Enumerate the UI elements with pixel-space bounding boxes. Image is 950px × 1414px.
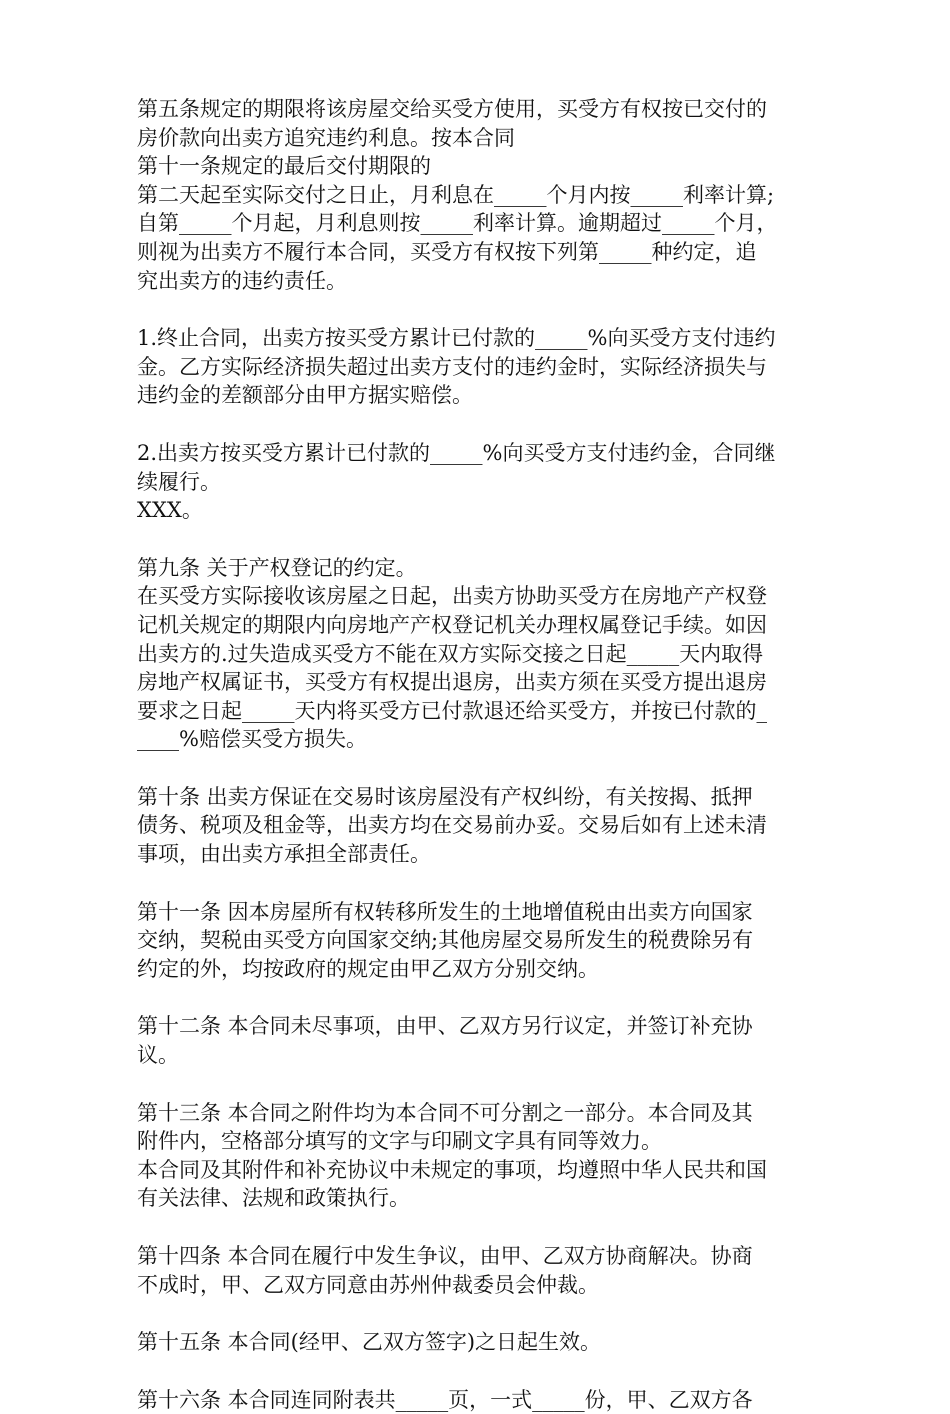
text-line: 有关法律、法规和政策执行。: [137, 1186, 410, 1211]
paragraph-gap: [137, 1357, 817, 1386]
paragraph-gap: [137, 295, 817, 324]
text-line: 要求之日起_____天内将买受方已付款退还给买受方，并按已付款的_: [137, 698, 767, 723]
text-line: 议。: [137, 1043, 179, 1068]
paragraph-gap: [137, 754, 817, 783]
text-line: 第五条规定的期限将该房屋交给买受方使用，买受方有权按已交付的: [137, 97, 767, 121]
text-line: 在买受方实际接收该房屋之日起，出卖方协助买受方在房地产产权登: [137, 584, 767, 609]
text-line: 金。乙方实际经济损失超过出卖方支付的违约金时，实际经济损失与: [137, 354, 767, 379]
text-line: 违约金的差额部分由甲方据实赔偿。: [137, 383, 473, 408]
text-line: 第二天起至实际交付之日止，月利息在_____个月内按_____利率计算;: [137, 182, 775, 207]
text-line: 第十一条规定的最后交付期限的: [137, 154, 431, 179]
paragraph-gap: [137, 869, 817, 898]
text-line: 第十二条 本合同未尽事项，由甲、乙双方另行议定，并签订补充协: [137, 1014, 753, 1039]
text-line: 不成时，甲、乙双方同意由苏州仲裁委员会仲裁。: [137, 1272, 599, 1297]
text-line: 第十四条 本合同在履行中发生争议，由甲、乙双方协商解决。协商: [137, 1244, 753, 1268]
text-line: 则视为出卖方不履行本合同，买受方有权按下列第_____种约定，追: [137, 239, 757, 264]
text-line: 续履行。: [137, 469, 221, 494]
text-line: 第十条 出卖方保证在交易时该房屋没有产权纠纷，有关按揭、抵押: [137, 784, 753, 809]
paragraph-gap: [137, 1213, 817, 1242]
text-line: XXX。: [137, 498, 203, 523]
text-line: 1.终止合同，出卖方按买受方累计已付款的_____%向买受方支付违约: [137, 326, 776, 351]
text-line: 交纳，契税由买受方向国家交纳;其他房屋交易所发生的税费除另有: [137, 928, 754, 953]
text-line: 2.出卖方按买受方累计已付款的_____%向买受方支付违约金，合同继: [137, 440, 776, 465]
paragraph-gap: [137, 1299, 817, 1328]
paragraph-gap: [137, 1070, 817, 1099]
text-line: 记机关规定的期限内向房地产产权登记机关办理权属登记手续。如因: [137, 612, 767, 637]
text-line: 出卖方的.过失造成买受方不能在双方实际交接之日起_____天内取得: [137, 641, 764, 666]
paragraph-gap: [137, 525, 817, 554]
text-line: 约定的外，均按政府的规定由甲乙双方分别交纳。: [137, 956, 599, 981]
text-line: 附件内，空格部分填写的文字与印刷文字具有同等效力。: [137, 1129, 662, 1154]
text-line: 第十三条 本合同之附件均为本合同不可分割之一部分。本合同及其: [137, 1100, 753, 1125]
paragraph-gap: [137, 410, 817, 439]
text-line: 债务、税项及租金等，出卖方均在交易前办妥。交易后如有上述未清: [137, 813, 767, 838]
text-line: 本合同及其附件和补充协议中未规定的事项，均遵照中华人民共和国: [137, 1157, 767, 1182]
text-line: 房地产权属证书，买受方有权提出退房，出卖方须在买受方提出退房: [137, 670, 767, 695]
text-line: 事项，由出卖方承担全部责任。: [137, 842, 431, 867]
text-line: 第十一条 因本房屋所有权转移所发生的土地增值税由出卖方向国家: [137, 899, 753, 924]
text-line: 第十五条 本合同(经甲、乙双方签字)之日起生效。: [137, 1330, 602, 1355]
text-line: 究出卖方的违约责任。: [137, 268, 347, 293]
text-line: ____%赔偿买受方损失。: [137, 727, 367, 752]
text-line: 房价款向出卖方追究违约利息。按本合同: [137, 125, 515, 150]
text-line: 自第_____个月起，月利息则按_____利率计算。逾期超过_____个月，: [137, 211, 778, 236]
paragraph-gap: [137, 983, 817, 1012]
text-line: 第十六条 本合同连同附表共_____页，一式_____份，甲、乙双方各: [137, 1387, 753, 1412]
text-line: 第九条 关于产权登记的约定。: [137, 555, 417, 580]
document-body: [137, 95, 817, 1414]
